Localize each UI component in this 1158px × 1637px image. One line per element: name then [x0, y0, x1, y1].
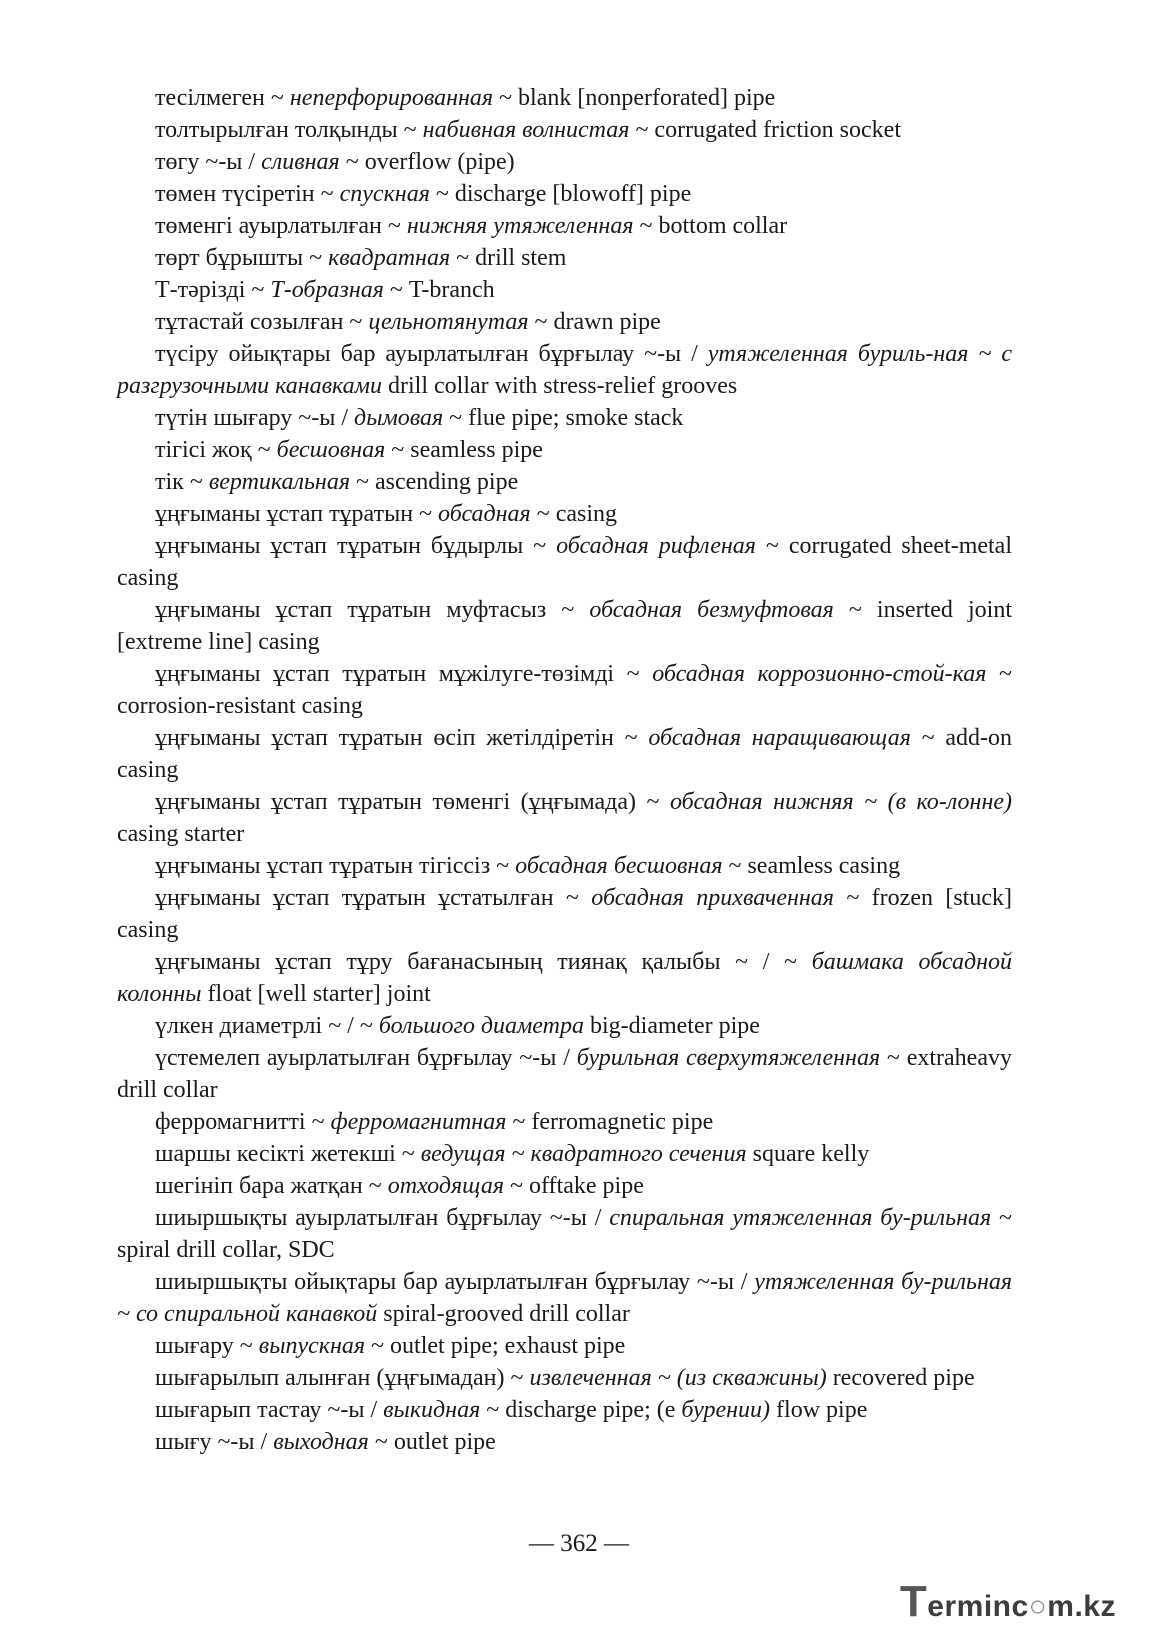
entry-text: түтін шығару ~-ы /: [155, 405, 355, 431]
dictionary-entry: [117, 882, 1012, 946]
dictionary-entry: [117, 1042, 1012, 1106]
entry-text: шығу ~-ы /: [155, 1429, 274, 1455]
page-number: — 362 —: [529, 1530, 629, 1557]
entry-text: үлкен диаметрлі ~ / ~: [155, 1013, 379, 1039]
dictionary-entry: [117, 178, 1012, 210]
dictionary-entry: [117, 402, 1012, 434]
entry-text: ~ offtake pipe: [504, 1173, 644, 1199]
russian-term: башмака обсадной колонны: [117, 949, 1013, 1007]
dictionary-entry: [117, 242, 1012, 274]
entry-text: шиыршықты ойықтары бар ауырлатылған бұрғылау ~-ы /: [155, 1269, 755, 1295]
entry-text: ~ casing: [530, 501, 617, 527]
entry-text: ұңғыманы ұстап тұратын ұстатылған ~: [155, 885, 592, 911]
russian-term: утяжеленная буриль-ная ~ с разгрузочными канавками: [117, 341, 1012, 399]
entry-text: ~ T-branch: [383, 277, 495, 303]
entry-text: үстемелеп ауырлатылған бұрғылау ~-ы /: [155, 1045, 577, 1071]
dictionary-entry: [117, 1426, 1012, 1458]
russian-term: выходная: [273, 1429, 369, 1455]
russian-term: квадратная: [328, 245, 451, 271]
russian-term: обсадная: [438, 501, 531, 527]
entry-text: ұңғыманы ұстап тұру бағанасының тиянақ қалыбы ~ / ~: [155, 949, 812, 975]
entry-text: drill collar with stress-relief grooves: [382, 373, 738, 399]
russian-term: большого диаметра: [378, 1013, 584, 1039]
dictionary-entry: [117, 1394, 1012, 1426]
entry-text: ~ outlet pipe: [368, 1429, 496, 1455]
dictionary-entry: [117, 722, 1012, 786]
russian-term: обсадная безмуфтовая: [589, 597, 834, 623]
dictionary-entry: [117, 434, 1012, 466]
entry-text: тұтастай созылған ~: [155, 309, 369, 335]
dictionary-entry: [117, 1202, 1012, 1266]
dictionary-entry: [117, 82, 1012, 114]
dictionary-entry: [117, 210, 1012, 242]
entry-text: шығарып тастау ~-ы /: [155, 1397, 384, 1423]
entry-text: ~ outlet pipe; exhaust pipe: [365, 1333, 626, 1359]
russian-term: выкидная: [383, 1397, 481, 1423]
dictionary-entry: [117, 466, 1012, 498]
entry-text: ~ ferromagnetic pipe: [506, 1109, 714, 1135]
entry-text: ~ seamless casing: [722, 853, 901, 879]
russian-term: обсадная рифленая: [556, 533, 756, 559]
entry-text: ~ bottom collar: [633, 213, 788, 239]
russian-term: бурильная сверхутяжеленная: [576, 1045, 881, 1071]
russian-term: набивная волнистая: [422, 117, 630, 143]
russian-term: ведущая ~ квадратного сечения: [420, 1141, 747, 1167]
entry-text: ұңғыманы ұстап тұратын өсіп жетілдіретін ~: [155, 725, 649, 751]
dictionary-entry: [117, 1266, 1012, 1330]
russian-term: спиральная утяжеленная бу-рильная: [609, 1205, 992, 1231]
entry-text: түсіру ойықтары бар ауырлатылған бұрғылау ~-ы /: [155, 341, 708, 367]
entry-text: ұңғыманы ұстап тұратын муфтасыз ~: [155, 597, 590, 623]
entry-text: ~ spiral drill collar, SDC: [117, 1205, 1012, 1263]
russian-term: Т-образная: [270, 277, 384, 303]
entry-text: ~ extraheavy drill collar: [117, 1045, 1012, 1103]
entry-text: ~ seamless pipe: [385, 437, 543, 463]
entry-text: ~ add-on casing: [117, 725, 1013, 783]
dictionary-entry: [117, 146, 1012, 178]
entry-text: casing starter: [117, 821, 245, 847]
entry-text: шаршы кесікті жетекші ~: [155, 1141, 421, 1167]
entry-text: spiral-grooved drill collar: [377, 1301, 630, 1327]
entry-text: ~ corrugated sheet-metal casing: [117, 533, 1012, 591]
dictionary-entry: [117, 1170, 1012, 1202]
entry-text: ~ flue pipe; smoke stack: [443, 405, 684, 431]
entry-text: төрт бұрышты ~: [155, 245, 329, 271]
dictionary-entry: [117, 1362, 1012, 1394]
russian-term: бурении): [681, 1397, 771, 1423]
russian-term: обсадная нижняя ~ (в ко-лонне): [670, 789, 1012, 815]
entry-text: ~ drawn pipe: [528, 309, 661, 335]
entry-text: square kelly: [746, 1141, 870, 1167]
entry-text: төмен түсіретін ~: [155, 181, 340, 207]
russian-term: цельнотянутая: [368, 309, 529, 335]
russian-term: спускная: [339, 181, 430, 207]
dictionary-entry: [117, 850, 1012, 882]
entry-text: ~ corrosion-resistant casing: [117, 661, 1012, 719]
entry-text: тік ~: [155, 469, 209, 495]
russian-term: обсадная коррозионно-стой-кая: [652, 661, 987, 687]
entry-text: ~ drill stem: [450, 245, 567, 271]
entry-text: ұңғыманы ұстап тұратын мұжілуге-төзімді ~: [155, 661, 653, 687]
dictionary-entry: [117, 594, 1012, 658]
entry-text: flow pipe: [770, 1397, 868, 1423]
dictionary-entry: [117, 114, 1012, 146]
dictionary-page: [117, 82, 1012, 1458]
dictionary-entry: [117, 1106, 1012, 1138]
dictionary-entry: [117, 338, 1012, 402]
dictionary-entry: [117, 306, 1012, 338]
entry-text: шығару ~: [155, 1333, 259, 1359]
russian-term: дымовая: [354, 405, 444, 431]
russian-term: неперфорированная: [289, 85, 494, 111]
russian-term: обсадная наращивающая: [648, 725, 911, 751]
termincom-logo: Terminc○m.kz: [899, 1577, 1116, 1626]
entry-text: ~ overflow (pipe): [339, 149, 515, 175]
russian-term: вертикальная: [208, 469, 350, 495]
dictionary-entry: [117, 1010, 1012, 1042]
russian-term: извлеченная ~ (из скважины): [529, 1365, 827, 1391]
entry-text: ~ blank [nonperforated] pipe: [493, 85, 776, 111]
entry-text: тігісі жоқ ~: [155, 437, 277, 463]
entry-text: ұңғыманы ұстап тұратын бұдырлы ~: [155, 533, 557, 559]
entry-text: шегініп бара жатқан ~: [155, 1173, 388, 1199]
russian-term: бесшовная: [276, 437, 386, 463]
entry-text: ферромагнитті ~: [155, 1109, 331, 1135]
dictionary-entry: [117, 1138, 1012, 1170]
russian-term: сливная: [261, 149, 340, 175]
russian-term: обсадная прихваченная: [591, 885, 834, 911]
entry-text: төгу ~-ы /: [155, 149, 262, 175]
entry-text: ~ corrugated friction socket: [629, 117, 901, 143]
entry-text: ~ frozen [stuck] casing: [117, 885, 1012, 943]
russian-term: утяжеленная бу-рильная ~ со спиральной канавкой: [117, 1269, 1013, 1327]
entry-text: ~ ascending pipe: [349, 469, 519, 495]
entry-text: тесілмеген ~: [155, 85, 290, 111]
entry-text: big-diameter pipe: [583, 1013, 760, 1039]
entry-text: ~ discharge [blowoff] pipe: [429, 181, 692, 207]
russian-term: нижняя утяжеленная: [406, 213, 634, 239]
entry-text: ~ inserted joint [extreme line] casing: [117, 597, 1012, 655]
entry-text: толтырылған толқынды ~: [155, 117, 423, 143]
russian-term: отходящая: [387, 1173, 505, 1199]
dictionary-entry: [117, 1330, 1012, 1362]
entry-text: төменгі ауырлатылған ~: [155, 213, 407, 239]
entry-text: ұңғыманы ұстап тұратын тігіссіз ~: [155, 853, 516, 879]
dictionary-entry: [117, 530, 1012, 594]
russian-term: обсадная бесшовная: [515, 853, 723, 879]
entry-text: ұңғыманы ұстап тұратын ~: [155, 501, 439, 527]
entry-text: recovered pipe: [826, 1365, 975, 1391]
dictionary-entry: [117, 274, 1012, 306]
dictionary-entry: [117, 498, 1012, 530]
entry-text: шиыршықты ауырлатылған бұрғылау ~-ы /: [155, 1205, 610, 1231]
entry-text: ~ discharge pipe; (е: [480, 1397, 682, 1423]
entry-text: шығарылып алынған (ұңғымадан) ~: [155, 1365, 530, 1391]
dictionary-entry: [117, 946, 1012, 1010]
russian-term: ферромагнитная: [330, 1109, 507, 1135]
entry-text: ұңғыманы ұстап тұратын төменгі (ұңғымада) ~: [155, 789, 670, 815]
dictionary-entry: [117, 658, 1012, 722]
entry-text: float [well starter] joint: [201, 981, 431, 1007]
entry-text: Т-тәрізді ~: [155, 277, 271, 303]
russian-term: выпускная: [258, 1333, 366, 1359]
dictionary-entry: [117, 786, 1012, 850]
